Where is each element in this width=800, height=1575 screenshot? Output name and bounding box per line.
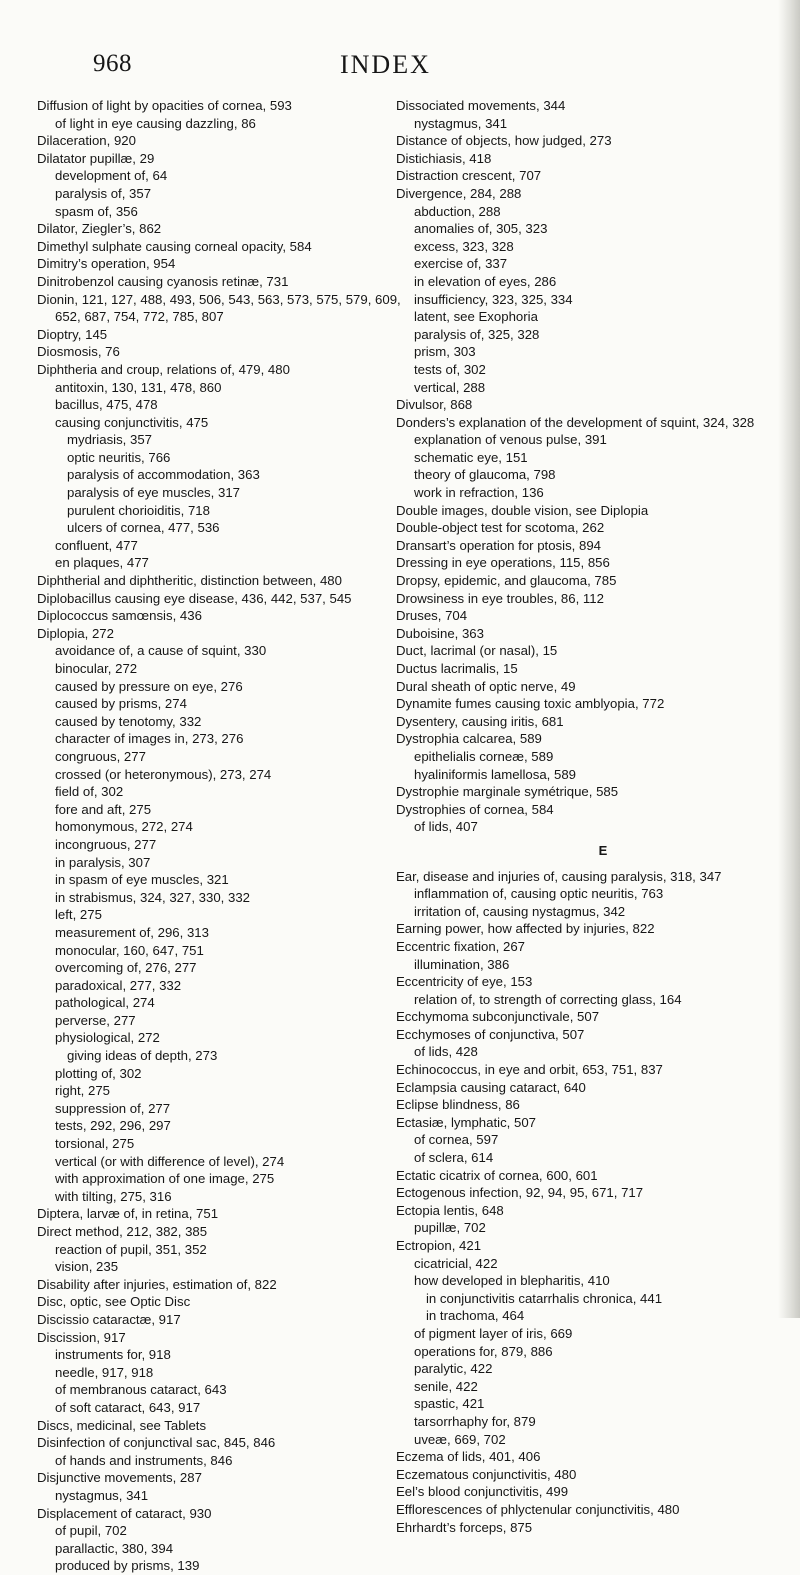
index-subentry: binocular, 272	[55, 661, 138, 676]
index-entry: Diplobacillus causing eye disease, 436, 442, 537, 545	[37, 590, 352, 606]
index-entry: Ehrhardt’s forceps, 875	[396, 1519, 533, 1535]
index-entry: Diphtheria and croup, relations of, 479, 480	[37, 361, 290, 377]
index-entry: Ectasiæ, lymphatic, 507	[396, 1114, 536, 1130]
index-entry: Diffusion of light by opacities of cornea, 593	[37, 98, 292, 113]
index-subentry: right, 275	[55, 1083, 110, 1099]
index-subentry: produced by prisms, 139	[55, 1558, 200, 1574]
index-entry: Ductus lacrimalis, 15	[396, 661, 518, 676]
index-subentry: irritation of, causing nystagmus, 342	[414, 903, 626, 919]
index-subentry: relation of, to strength of correcting glass, 164	[414, 991, 682, 1007]
index-subentry: paralysis of accommodation, 363	[67, 467, 260, 483]
index-entry: Eclipse blindness, 86	[396, 1097, 520, 1113]
index-entry: Discission, 917	[37, 1329, 126, 1345]
index-subentry: avoidance of, a cause of squint, 330	[55, 643, 267, 659]
index-subentry: torsional, 275	[55, 1136, 135, 1152]
index-subentry: exercise of, 337	[414, 256, 508, 272]
index-subentry: of lids, 428	[414, 1044, 478, 1060]
index-subentry: measurement of, 296, 313	[55, 924, 209, 940]
index-subentry: causing conjunctivitis, 475	[55, 414, 209, 430]
index-entry: Double images, double vision, see Diplopia	[396, 502, 649, 518]
index-entry: Efflorescences of phlyctenular conjunctivitis, 480	[396, 1501, 680, 1517]
index-subentry: epithelialis corneæ, 589	[414, 748, 554, 764]
index-subentry: schematic eye, 151	[414, 449, 528, 465]
index-subentry: fore and aft, 275	[55, 801, 152, 817]
index-entry: Duboisine, 363	[396, 625, 484, 641]
index-entry: Double-object test for scotoma, 262	[396, 520, 605, 536]
index-subentry: vision, 235	[55, 1259, 119, 1275]
index-subentry: of hands and instruments, 846	[55, 1452, 233, 1468]
index-subentry: incongruous, 277	[55, 836, 157, 852]
index-entry: Echinococcus, in eye and orbit, 653, 751, 837	[396, 1062, 663, 1078]
index-subentry: field of, 302	[55, 784, 124, 800]
index-subentry: cicatricial, 422	[414, 1255, 498, 1271]
index-subentry: of lids, 407	[414, 819, 478, 835]
index-subentry: of sclera, 614	[414, 1150, 494, 1166]
index-subentry: mydriasis, 357	[67, 432, 153, 448]
index-subentry: operations for, 879, 886	[414, 1343, 553, 1359]
index-subentry: perverse, 277	[55, 1012, 136, 1028]
index-subentry: caused by pressure on eye, 276	[55, 678, 243, 694]
index-entry: Eclampsia causing cataract, 640	[396, 1079, 586, 1095]
index-subentry: excess, 323, 328	[414, 238, 514, 254]
index-subentry: in strabismus, 324, 327, 330, 332	[55, 889, 251, 905]
index-subentry: uveæ, 669, 702	[414, 1431, 506, 1447]
index-entry: Direct method, 212, 382, 385	[37, 1224, 208, 1239]
index-entry: Disc, optic, see Optic Disc	[37, 1294, 191, 1310]
index-column-right	[396, 97, 792, 1536]
index-entry: Ectogenous infection, 92, 94, 95, 671, 717	[396, 1185, 644, 1201]
index-entry: Dioptry, 145	[37, 326, 108, 342]
index-subentry: of soft cataract, 643, 917	[55, 1399, 201, 1415]
index-subentry: anomalies of, 305, 323	[414, 221, 548, 237]
index-subentry: en plaques, 477	[55, 555, 149, 571]
index-entry: Donders’s explanation of the development of squint, 324, 328	[396, 414, 755, 430]
index-entry: Disjunctive movements, 287	[37, 1470, 202, 1486]
index-entry: Eczema of lids, 401, 406	[396, 1449, 541, 1465]
index-subentry: paralysis of eye muscles, 317	[67, 485, 240, 501]
index-entry: Ear, disease and injuries of, causing paralysis, 318, 347	[396, 868, 722, 884]
index-subentry: pupillæ, 702	[414, 1220, 486, 1236]
index-subentry: ulcers of cornea, 477, 536	[67, 520, 220, 536]
index-subentry: paradoxical, 277, 332	[55, 977, 182, 993]
index-subentry: theory of glaucoma, 798	[414, 467, 556, 483]
index-entry: Diphtherial and diphtheritic, distinction between, 480	[37, 573, 342, 589]
index-subentry: with approximation of one image, 275	[55, 1171, 275, 1187]
index-entry: Distance of objects, how judged, 273	[396, 133, 612, 149]
index-subentry: spasm of, 356	[55, 203, 138, 219]
index-entry: Earning power, how affected by injuries, 822	[396, 921, 655, 937]
index-subentry: nystagmus, 341	[55, 1487, 149, 1503]
index-subentry: in elevation of eyes, 286	[414, 273, 557, 289]
index-entry: Dransart’s operation for ptosis, 894	[396, 537, 602, 553]
index-subentry: insufficiency, 323, 325, 334	[414, 291, 573, 307]
index-entry: Duct, lacrimal (or nasal), 15	[396, 643, 558, 659]
index-subentry: tests of, 302	[414, 361, 486, 377]
index-entries-d-continued	[396, 97, 792, 836]
index-subentry: physiological, 272	[55, 1030, 160, 1046]
index-subentry: suppression of, 277	[55, 1100, 171, 1116]
index-entry: Diplopia, 272	[37, 625, 114, 641]
index-subentry: of pigment layer of iris, 669	[414, 1325, 573, 1341]
index-subentry: hyaliniformis lamellosa, 589	[414, 766, 576, 782]
index-subentry: with tilting, 275, 316	[55, 1188, 172, 1204]
index-entry: Disability after injuries, estimation of, 822	[37, 1276, 277, 1292]
index-subentry: inflammation of, causing optic neuritis, 763	[414, 886, 664, 902]
index-subentry: character of images in, 273, 276	[55, 731, 244, 747]
index-subentry: of membranous cataract, 643	[55, 1382, 227, 1398]
index-subentry: vertical (or with difference of level), 274	[55, 1153, 285, 1169]
index-subentry: instruments for, 918	[55, 1347, 171, 1363]
index-subentry: nystagmus, 341	[414, 115, 508, 131]
index-subentry: explanation of venous pulse, 391	[414, 432, 607, 448]
section-letter-e: E	[598, 842, 608, 858]
index-subentry: in conjunctivitis catarrhalis chronica, 441	[426, 1290, 663, 1306]
index-subentry: in spasm of eye muscles, 321	[55, 872, 229, 888]
index-subentry: homonymous, 272, 274	[55, 819, 193, 835]
index-entry: Dressing in eye operations, 115, 856	[396, 555, 610, 571]
index-subentry: parallactic, 380, 394	[55, 1540, 174, 1556]
index-subentry: caused by tenotomy, 332	[55, 713, 202, 729]
index-subentry: plotting of, 302	[55, 1065, 142, 1081]
index-subentry: illumination, 386	[414, 956, 510, 972]
index-entry: Eccentricity of eye, 153	[396, 974, 533, 990]
index-subentry: purulent chorioiditis, 718	[67, 502, 210, 518]
index-subentry: overcoming of, 276, 277	[55, 960, 197, 976]
index-subentry: in paralysis, 307	[55, 854, 151, 870]
index-entry: Ectopia lentis, 648	[396, 1202, 504, 1218]
index-entry: Dystrophie marginale symétrique, 585	[396, 784, 619, 800]
index-subentry: paralysis of, 357	[55, 185, 152, 201]
index-subentry: of light in eye causing dazzling, 86	[55, 115, 256, 131]
index-entry: Distichiasis, 418	[396, 150, 492, 166]
index-subentry: how developed in blepharitis, 410	[414, 1273, 610, 1289]
index-entry: Dystrophies of cornea, 584	[396, 801, 554, 817]
index-entry: Diptera, larvæ of, in retina, 751	[37, 1206, 219, 1222]
index-entry: Dilatator pupillæ, 29	[37, 150, 155, 166]
index-subentry: optic neuritis, 766	[67, 449, 171, 465]
index-subentry: latent, see Exophoria	[414, 309, 538, 325]
index-entry: Eczematous conjunctivitis, 480	[396, 1466, 577, 1482]
index-column-left	[37, 97, 427, 1575]
index-subentry: in trachoma, 464	[426, 1308, 525, 1324]
page-number: 968	[93, 50, 132, 77]
index-subentry: of cornea, 597	[414, 1132, 499, 1148]
index-entry: Dimitry’s operation, 954	[37, 256, 176, 272]
index-entry: Dimethyl sulphate causing corneal opacity, 584	[37, 238, 312, 254]
index-subentry: paralysis of, 325, 328	[414, 326, 540, 342]
index-subentry: giving ideas of depth, 273	[67, 1048, 218, 1064]
index-subentry: abduction, 288	[414, 203, 501, 219]
index-entry: Dionin, 121, 127, 488, 493, 506, 543, 563, 573, 575, 579, 609, 652, 687, 754, 772, 785, 807	[37, 291, 401, 325]
index-entry: Divergence, 284, 288	[396, 185, 522, 201]
index-subentry: confluent, 477	[55, 537, 138, 553]
index-entry: Discs, medicinal, see Tablets	[37, 1417, 207, 1433]
index-entries-e	[396, 868, 792, 1537]
index-entry: Dissociated movements, 344	[396, 98, 566, 113]
index-entry: Dysentery, causing iritis, 681	[396, 713, 564, 729]
index-subentry: of pupil, 702	[55, 1523, 127, 1539]
index-entry: Displacement of cataract, 930	[37, 1505, 212, 1521]
index-subentry: senile, 422	[414, 1378, 478, 1394]
index-subentry: monocular, 160, 647, 751	[55, 942, 204, 958]
index-entry: Ectatic cicatrix of cornea, 600, 601	[396, 1167, 598, 1183]
index-entry: Ectropion, 421	[396, 1238, 482, 1253]
index-entry: Discissio cataractæ, 917	[37, 1311, 181, 1327]
running-head-title: INDEX	[340, 50, 431, 79]
index-entry: Druses, 704	[396, 608, 468, 624]
index-entry: Drowsiness in eye troubles, 86, 112	[396, 590, 604, 606]
index-entry: Distraction crescent, 707	[396, 168, 542, 184]
index-entry: Ecchymoses of conjunctiva, 507	[396, 1026, 585, 1042]
index-entry: Disinfection of conjunctival sac, 845, 846	[37, 1435, 276, 1451]
index-subentry: crossed (or heteronymous), 273, 274	[55, 766, 272, 782]
index-entry: Eccentric fixation, 267	[396, 938, 526, 954]
index-entry: Diplococcus samœnsis, 436	[37, 608, 202, 624]
index-entry: Dynamite fumes causing toxic amblyopia, 772	[396, 696, 665, 712]
index-entry: Ecchymoma subconjunctivale, 507	[396, 1009, 600, 1025]
index-entry: Dystrophia calcarea, 589	[396, 731, 542, 747]
index-subentry: reaction of pupil, 351, 352	[55, 1241, 207, 1257]
index-subentry: caused by prisms, 274	[55, 696, 187, 712]
index-subentry: paralytic, 422	[414, 1361, 493, 1377]
index-subentry: bacillus, 475, 478	[55, 397, 158, 413]
index-subentry: spastic, 421	[414, 1396, 485, 1412]
index-subentry: development of, 64	[55, 168, 168, 184]
index-entry: Eel’s blood conjunctivitis, 499	[396, 1484, 569, 1500]
index-subentry: needle, 917, 918	[55, 1364, 154, 1380]
page-header	[0, 50, 800, 80]
index-entry: Diosmosis, 76	[37, 344, 120, 360]
index-subentry: tarsorrhaphy for, 879	[414, 1413, 536, 1429]
index-subentry: antitoxin, 130, 131, 478, 860	[55, 379, 222, 395]
index-subentry: prism, 303	[414, 344, 476, 360]
index-subentry: congruous, 277	[55, 748, 146, 764]
index-subentry: left, 275	[55, 907, 102, 923]
index-subentry: work in refraction, 136	[414, 485, 544, 501]
index-entry: Dinitrobenzol causing cyanosis retinæ, 731	[37, 273, 289, 289]
index-subentry: vertical, 288	[414, 379, 486, 395]
index-entry: Dropsy, epidemic, and glaucoma, 785	[396, 573, 617, 589]
index-entry: Dilaceration, 920	[37, 133, 136, 149]
index-entry: Dilator, Ziegler’s, 862	[37, 221, 162, 237]
index-entry: Dural sheath of optic nerve, 49	[396, 678, 576, 694]
index-entry: Divulsor, 868	[396, 397, 473, 413]
index-subentry: pathological, 274	[55, 995, 155, 1011]
index-subentry: tests, 292, 296, 297	[55, 1118, 171, 1134]
